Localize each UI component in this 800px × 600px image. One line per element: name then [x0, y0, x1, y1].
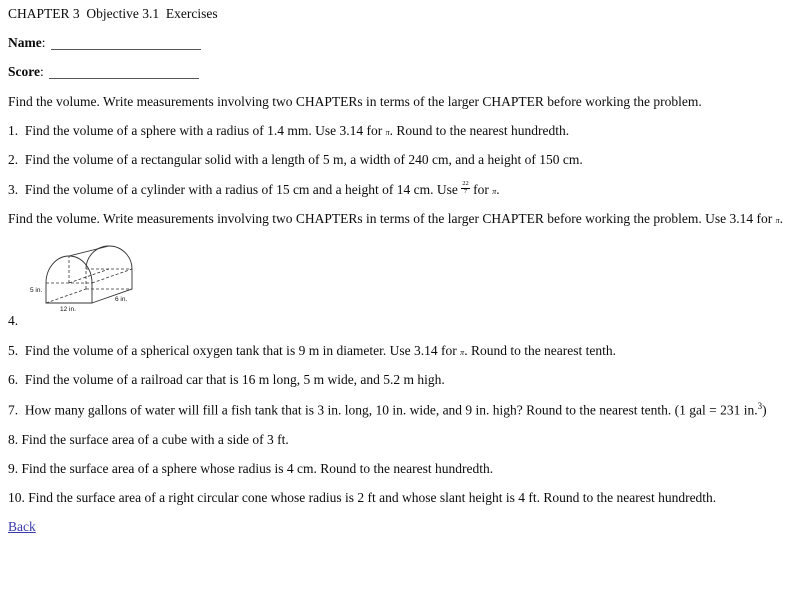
- problem-6: 6. Find the volume of a railroad car that is 16 m long, 5 m wide, and 5.2 m high.: [8, 371, 445, 387]
- fraction-22-7: [461, 181, 470, 196]
- score-label: Score: [8, 64, 40, 80]
- problem-8: 8. Find the surface area of a cube with a side of 3 ft.: [8, 431, 289, 447]
- instructions-paragraph-1: Find the volume. Write measurements involving two CHAPTERs in terms of the larger CHAPTER before working the problem.: [8, 93, 702, 109]
- name-row: [8, 35, 792, 51]
- pi-symbol: π: [460, 347, 465, 357]
- name-blank-line: [51, 36, 201, 50]
- problem-7-text: 7. How many gallons of water will fill a fish tank that is 3 in. long, 10 in. wide, and 9 in. high? Round to the nearest tenth. (1 gal = 231 in.: [8, 402, 758, 418]
- problem-7-suffix: ): [762, 402, 767, 418]
- problem-5: [8, 343, 792, 359]
- problem-3: [8, 181, 792, 198]
- figure-length-label: 12 in.: [60, 306, 76, 314]
- prism-figure-drawing: [30, 243, 138, 313]
- problem-10: 10. Find the surface area of a right circular cone whose radius is 2 ft and whose slant height is 4 ft. Round to the nearest hundredth.: [8, 489, 717, 505]
- half-cylinder-prism-figure: [30, 243, 792, 313]
- problem-1: [8, 123, 792, 139]
- problem-3-suffix: .: [496, 181, 500, 197]
- problem-3-text: 3. Find the volume of a cylinder with a radius of 15 cm and a height of 14 cm. Use: [8, 181, 462, 197]
- instructions-paragraph-2: [8, 211, 792, 227]
- fraction-denominator: 7: [463, 187, 468, 195]
- problem-5-suffix: . Round to the nearest tenth.: [464, 342, 617, 358]
- cubed-exponent: 3: [757, 400, 763, 411]
- problem-4-number: 4.: [8, 313, 19, 329]
- instructions-2-suffix: .: [779, 211, 783, 227]
- fraction-numerator: 22: [462, 180, 469, 188]
- pi-symbol: π: [385, 127, 390, 137]
- instructions-2-text: Find the volume. Write measurements involving two CHAPTERs in terms of the larger CHAPTER before working the problem. Use 3.14 for: [8, 211, 776, 227]
- score-row: [8, 64, 792, 80]
- problem-7: [8, 401, 792, 419]
- name-colon: :: [41, 35, 46, 51]
- problem-5-text: 5. Find the volume of a spherical oxygen tank that is 9 m in diameter. Use 3.14 for: [8, 342, 461, 358]
- pi-symbol: π: [775, 216, 780, 226]
- problem-1-suffix: . Round to the nearest hundredth.: [389, 122, 570, 138]
- problem-1-text: 1. Find the volume of a sphere with a radius of 1.4 mm. Use 3.14 for: [8, 122, 386, 138]
- score-blank-line: [49, 65, 199, 79]
- score-colon: :: [40, 64, 44, 80]
- back-link[interactable]: Back: [8, 519, 36, 535]
- figure-width-label: 6 in.: [115, 296, 128, 304]
- figure-height-label: 5 in.: [30, 287, 43, 295]
- name-label: Name: [8, 35, 42, 51]
- page-title: CHAPTER 3 Objective 3.1 Exercises: [8, 6, 218, 21]
- problem-3-mid: for: [469, 181, 493, 197]
- problem-2: 2. Find the volume of a rectangular solid with a length of 5 m, a width of 240 cm, and a height of 150 cm.: [8, 151, 583, 167]
- problem-4: [8, 243, 792, 329]
- footer: [8, 519, 792, 535]
- problem-9: 9. Find the surface area of a sphere whose radius is 4 cm. Round to the nearest hundredth.: [8, 460, 494, 476]
- pi-symbol: π: [492, 186, 497, 196]
